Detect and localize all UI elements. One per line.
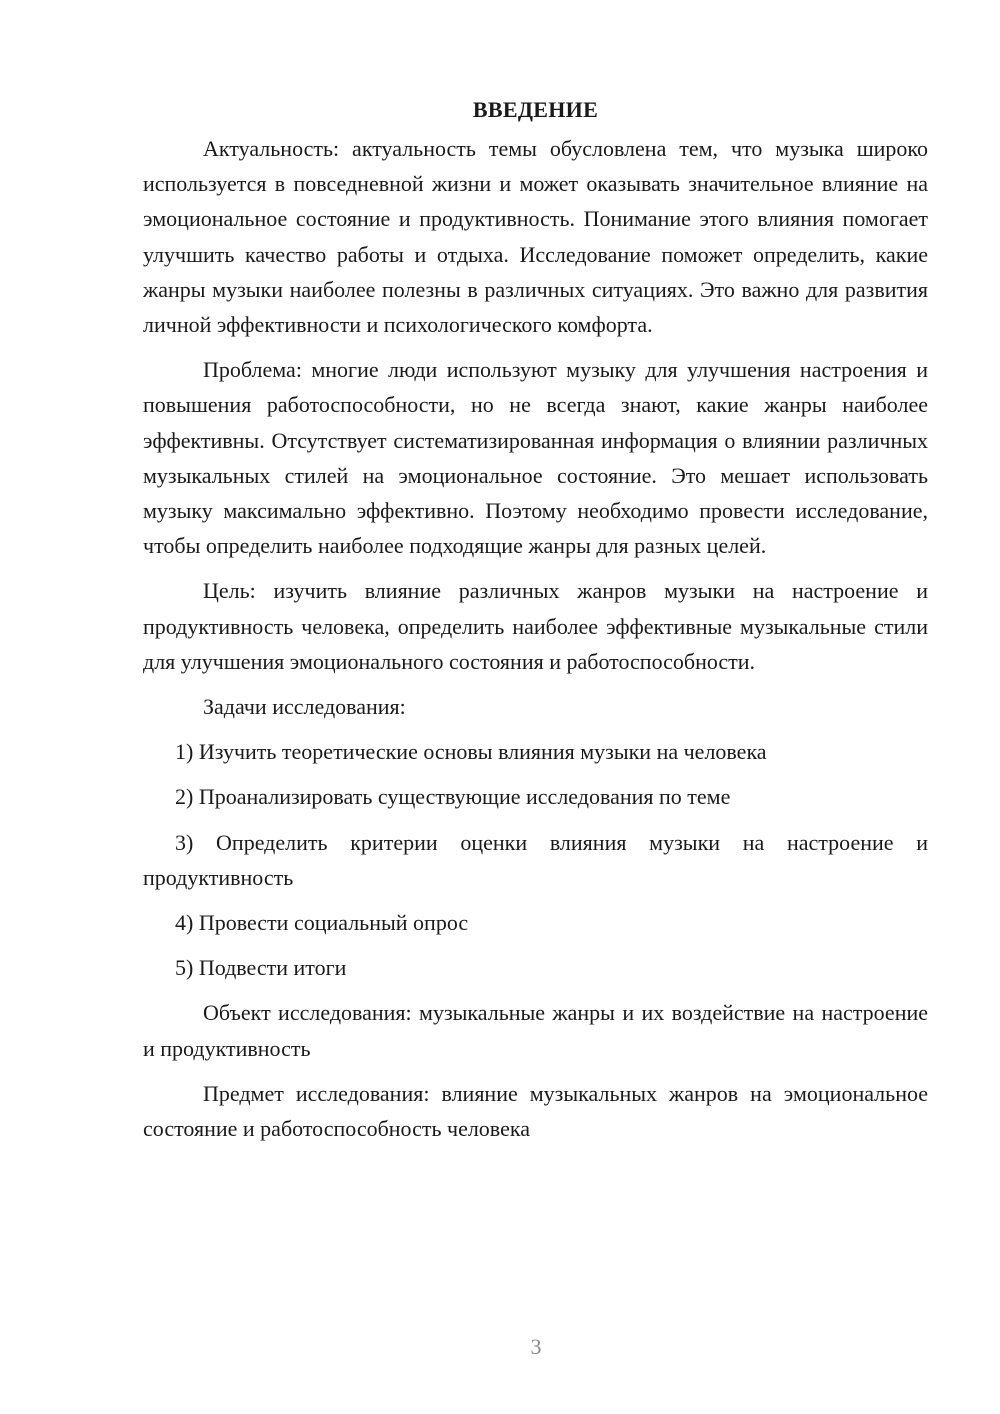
task-item-5: 5) Подвести итоги [175, 955, 347, 981]
relevance-paragraph: Актуальность: актуальность темы обусловлена тем, что музыка широко используется в повседневной жизни и может оказывать значительное влияние на эмоциональное состояние и продуктивность. Понимание этого влияния помогает улучшить качество работы и отдыха. Исследование поможет определить, какие жанры музыки наиболее полезны в различных ситуациях. Это важно для развития личной эффективности и психологического комфорта. [143, 136, 928, 338]
task-item-3: 3) Определить критерии оценки влияния музыки на настроение и продуктивность [143, 829, 928, 890]
tasks-heading: Задачи исследования: [203, 694, 406, 720]
page-title: ВВЕДЕНИЕ [472, 97, 599, 122]
goal-paragraph: Цель: изучить влияние различных жанров музыки на настроение и продуктивность человека, определить наиболее эффективные музыкальные стили для улучшения эмоционального состояния и работоспособности. [143, 578, 928, 674]
task-item-1: 1) Изучить теоретические основы влияния музыки на человека [175, 739, 767, 765]
page-number: 3 [530, 1334, 542, 1359]
document-page [143, 92, 928, 1156]
task-item-2: 2) Проанализировать существующие исследования по теме [175, 784, 731, 810]
object-paragraph: Объект исследования: музыкальные жанры и их воздействие на настроение и продуктивность [143, 1000, 928, 1061]
subject-paragraph: Предмет исследования: влияние музыкальных жанров на эмоциональное состояние и работоспособность человека [143, 1080, 928, 1142]
task-item-4: 4) Провести социальный опрос [175, 910, 469, 936]
problem-paragraph: Проблема: многие люди используют музыку для улучшения настроения и повышения работоспособности, но не всегда знают, какие жанры наиболее эффективны. Отсутствует систематизированная информация о влиянии различных музыкальных стилей на эмоциональное состояние. Это мешает использовать музыку максимально эффективно. Поэтому необходимо провести исследование, чтобы определить наиболее подходящие жанры для разных целей. [143, 357, 928, 559]
